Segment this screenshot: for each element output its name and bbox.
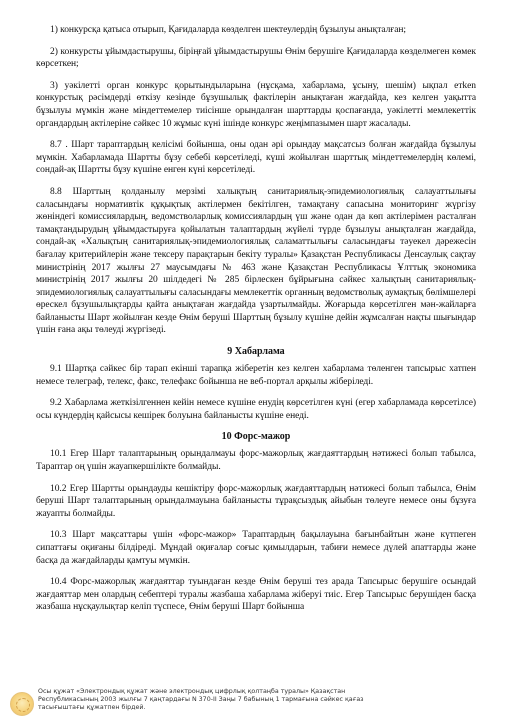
clause-10-3: 10.3 Шарт мақсаттары үшін «форс-мажор» Тараптардың бақылауына бағынбайтын және күтпеген сипаттағы оқиғаны білдіреді. Мұндай оқиғалар соғыс қимылдарын, табиғи немесе дүлей апаттарды және басқа да жағдайларды қамтуы мүмкін.	[36, 530, 476, 566]
clause-9-1: 9.1 Шартқа сәйкес бір тарап екінші тарапқа жіберетін кез келген хабарлама төленген тапсырыс хатпен немесе телеграф, телекс, факс, телефакс бойынша не веб-портал арқылы жіберіледі.	[36, 364, 476, 387]
document-body	[36, 24, 476, 623]
seal-inner-ring	[16, 698, 30, 712]
clause-item-2: 2) конкурсты ұйымдастырушы, біріңғай ұйымдастырушы Өнім берушіге Қағидаларда көзделмеген көмек көрсеткен;	[36, 46, 476, 70]
clause-10-1: 10.1 Егер Шарт талаптарының орындалмауы форс-мажорлық жағдаяттардың нәтижесі болып табылса, Тараптар оң үшін жауапкершілікте болмайды.	[36, 449, 476, 473]
footnote-line-1: Осы құжат «Электрондық құжат және электрондық цифрлық қолтаңба туралы» Қазақстан	[38, 688, 346, 695]
clause-item-1: 1) конкурсқа қатыса отырып, Қағидаларда көзделген шектеулердің бұзылуы анықталған;	[50, 25, 407, 35]
clause-9-2: 9.2 Хабарлама жеткізілгеннен кейін немесе күшіне енудің көрсетілген күні (егер хабарламада көрсетілсе) осы күндердің қайсысы кешірек болуына байланысты күшіне енеді.	[36, 398, 476, 421]
clause-10-2: 10.2 Егер Шартты орындауды кешіктіру форс-мажорлық жағдаяттардың нәтижесі болып табылса, Өнім беруші Шарт талаптарының орындалмауына байланысты тұрақсыздық айыбын төлеуге немесе оны бұзуға жауапты болмайды.	[36, 483, 476, 519]
footnote-line-2: Республикасының 2003 жылғы 7 қаңтардағы N 370-II Заңы 7 бабының 1 тармағына сәйкес қағаз	[38, 696, 364, 703]
footnote-text	[38, 688, 478, 712]
section-9-heading: 9 Хабарлама	[227, 346, 285, 358]
section-10-heading: 10 Форс-мажор	[221, 431, 291, 443]
seal-icon	[10, 692, 34, 716]
clause-item-3: 3) уәкілетті орган конкурс қорытындыларына (нұсқама, хабарлама, ұсыну, шешім) ықпал етken конкурстық рәсімдерді өткізу кезінде бұзушылық фактілерін анықтаған жағдайда, кез келген уақытта бұзылуы мүмкін және міндеттемелер тиісінше орындалған шарттарды қоспағанда, уәкілетті мемлекеттік органдардың актілеріне сәйкес 10 жұмыс күні ішінде конкурс жеңімпазымен шарт жасалады.	[36, 80, 476, 129]
footnote-line-3: тасығыштағы құжатпен бірдей.	[38, 704, 146, 711]
clause-8-7: 8.7 . Шарт тараптардың келісімі бойынша, оны одан әрі орындау мақсатсыз болған жағдайда бұзылуы мүмкін. Хабарламада Шартты бұзу себебі көрсетіледі, күші жойылған шарттық міндеттемелердің көлемі, сондай-ақ Шартты бұзу күшіне енген күні көрсетіледі.	[36, 140, 476, 176]
footer-note	[0, 686, 510, 720]
clause-10-4: 10.4 Форс-мажорлық жағдаяттар туындаған кезде Өнім беруші тез арада Тапсырыс берушіге осындай жағдаяттар мен олардың себептері туралы жазбаша хабарлама жіберуі тиіс. Егер Тапсырыс берушіден басқа жазбаша нұсқаулықтар келіп түспесе, Өнім беруші Шарт бойынша	[36, 577, 476, 613]
clause-8-8: 8.8 Шарттың қолданылу мерзімі халықтың санитариялық-эпидемиологиялық салауаттылығы саласындағы нормативтік құқықтық актілермен бекітілген, тамақтану сапасына мониторинг жүргізу жөніндегі комиссиялардың, ведомстволарлық комиссиялардың үш және одан да көп актілерімен расталған тамақтандырудың ұйымдастыруға қойылатын талаптардың жүйелі түрде бұзылуы анықталған жағдайда, сондай-ақ «Халықтың санитариялық-эпидемиологиялық саламаттылығы саласындағы тәуекел дәрежесін бағалау критерийлерін және тексеру парақтарын бекіту туралы» Қазақстан Республикасы Денсаулық сақтау министрінің 2017 жылғы 27 маусымдағы № 463 және Қазақстан Республикасы Ұлттық экономика министрінің 2017 жылғы 20 шілдедегі № 285 бірлескен бұйрығына сәйкес халықтың санитариялық-эпидемиологиялық салауаттылығы саласындағы мемлекеттік органның ведомстволық аумақтық бөлімшелері өрескел бұзушылықтарды қайта анықтаған жағдайда үзартылмайды. Жоғарыда көрсетілген мән-жайларға байланысты Шарт жойылған кезде Өнім беруші Шарттың бұзылу күшіне дейін жұмсалған нақты шығындар үшін ғана ақы төлеуді жүргізеді.	[36, 186, 476, 336]
